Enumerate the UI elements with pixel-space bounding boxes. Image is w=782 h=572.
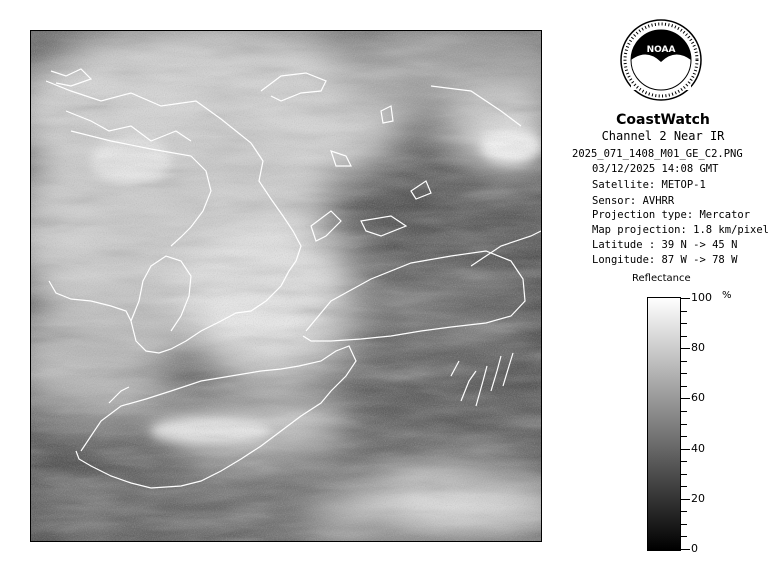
channel-label: Channel 2 Near IR [601, 129, 725, 143]
satellite-image [31, 31, 542, 542]
colorbar-tick [681, 336, 687, 337]
colorbar-tick [681, 486, 687, 487]
colorbar-tick [681, 436, 687, 437]
legend-title: Reflectance [632, 273, 691, 284]
colorbar-tick [681, 449, 690, 450]
colorbar-tick [681, 524, 687, 525]
colorbar-tick [681, 348, 690, 349]
projection-type-label: Projection type: Mercator [592, 209, 751, 221]
app-title: CoastWatch [616, 112, 710, 128]
satellite-label: Satellite: METOP-1 [592, 179, 706, 191]
longitude-label: Longitude: 87 W -> 78 W [592, 254, 738, 266]
colorbar-tick-label: 40 [691, 442, 705, 455]
reflectance-colorbar [647, 297, 681, 551]
svg-text:NOAA: NOAA [646, 45, 676, 55]
colorbar-tick-label: 60 [691, 391, 705, 404]
colorbar-tick [681, 461, 687, 462]
noaa-logo-icon [619, 18, 703, 102]
colorbar-tick-label: 80 [691, 341, 705, 354]
colorbar-tick [681, 311, 687, 312]
colorbar-tick [681, 398, 690, 399]
colorbar-tick [681, 424, 687, 425]
colorbar-tick [681, 499, 690, 500]
colorbar-tick [681, 373, 687, 374]
colorbar-tick [681, 474, 687, 475]
colorbar-tick-label: 20 [691, 492, 705, 505]
map-projection-label: Map projection: 1.8 km/pixel [592, 224, 770, 236]
colorbar-tick [681, 361, 687, 362]
colorbar-tick-label: 100 [691, 291, 712, 304]
colorbar-tick [681, 323, 687, 324]
colorbar-tick [681, 386, 687, 387]
legend-unit: % [722, 290, 732, 301]
colorbar-tick [681, 411, 687, 412]
datetime-label: 03/12/2025 14:08 GMT [592, 163, 719, 175]
colorbar-tick-label: 0 [691, 542, 698, 555]
filename-label: 2025_071_1408_M01_GE_C2.PNG [572, 148, 743, 160]
colorbar-tick [681, 536, 687, 537]
colorbar-tick [681, 549, 690, 550]
sensor-label: Sensor: AVHRR [592, 195, 675, 207]
colorbar-tick [681, 511, 687, 512]
satellite-map [30, 30, 542, 542]
latitude-label: Latitude : 39 N -> 45 N [592, 239, 738, 251]
colorbar-tick [681, 298, 690, 299]
